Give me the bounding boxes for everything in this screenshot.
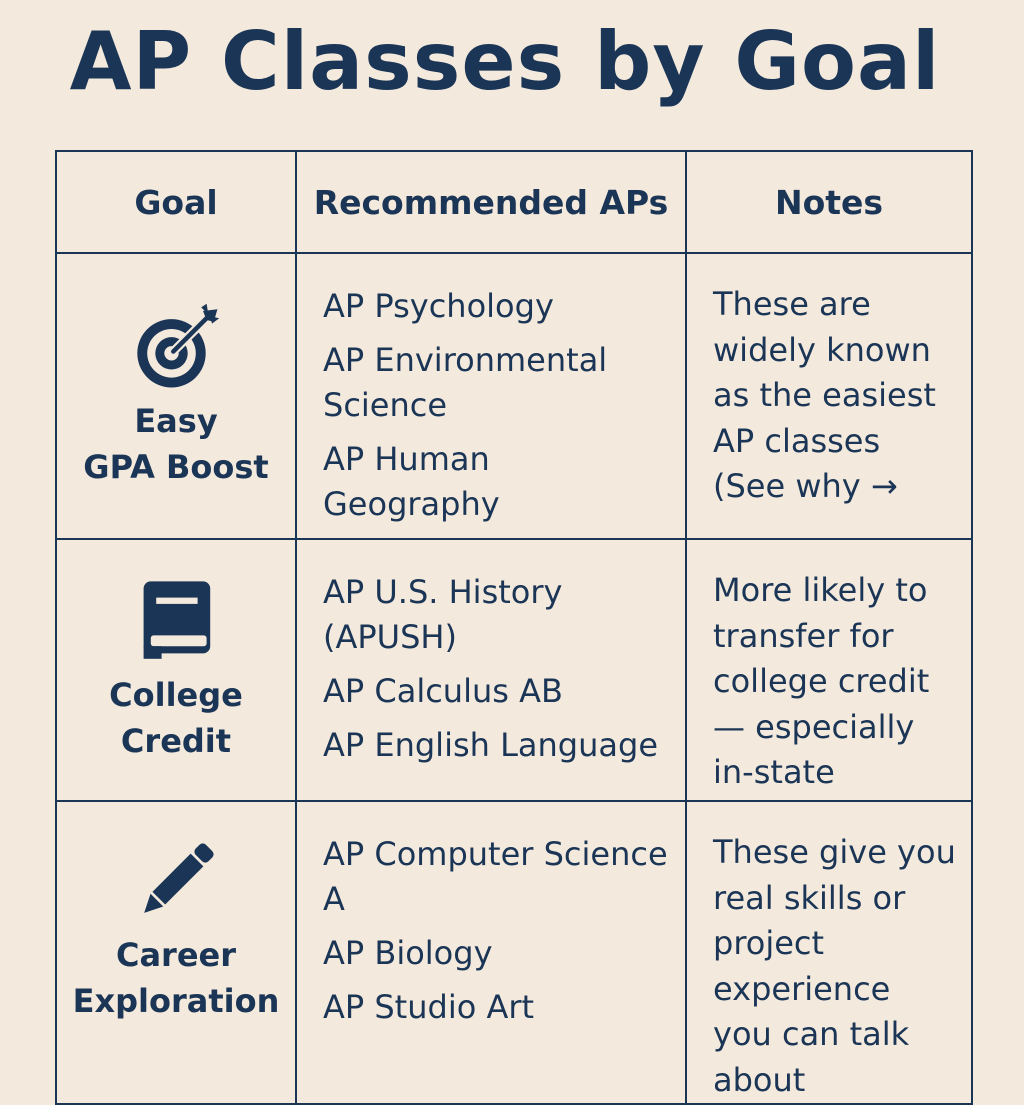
header-recommended-aps: Recommended APs xyxy=(296,151,686,253)
goal-cell xyxy=(56,801,296,1104)
list-item: AP U.S. History (APUSH) xyxy=(323,573,563,656)
recommended-aps-cell xyxy=(296,801,686,1104)
table-row xyxy=(56,253,972,539)
notes-text: These are widely known as the easiest AP classes (See why → xyxy=(713,285,936,505)
ap-list xyxy=(297,802,685,1030)
list-item: AP Environmental Science xyxy=(323,341,608,424)
list-item: AP Psychology xyxy=(323,287,554,325)
pencil-icon xyxy=(131,836,221,926)
notes-text: These give you real skills or project experience you can talk about xyxy=(713,833,956,1099)
goal-label: Easy GPA Boost xyxy=(83,402,269,486)
list-item: AP Biology xyxy=(323,934,493,972)
list-item: AP Calculus AB xyxy=(323,672,563,710)
ap-list xyxy=(297,540,685,768)
list-item: AP English Language xyxy=(323,726,658,764)
goal-label: College Credit xyxy=(109,676,243,760)
goal-label: Career Exploration xyxy=(72,936,280,1020)
recommended-aps-cell xyxy=(296,253,686,539)
ap-list xyxy=(297,254,685,527)
goals-table-container xyxy=(55,150,971,1099)
target-icon xyxy=(131,302,221,392)
list-item: AP Studio Art xyxy=(323,988,535,1026)
table-header-row xyxy=(56,151,972,253)
header-notes: Notes xyxy=(686,151,972,253)
header-goal: Goal xyxy=(56,151,296,253)
notes-text: More likely to transfer for college credit — especially in-state xyxy=(713,571,930,791)
list-item: AP Human Geography xyxy=(323,440,500,523)
notes-cell xyxy=(686,253,972,539)
notes-cell xyxy=(686,801,972,1104)
table-row xyxy=(56,801,972,1104)
list-item: AP Computer Science A xyxy=(323,835,668,918)
notes-cell xyxy=(686,539,972,801)
recommended-aps-cell xyxy=(296,539,686,801)
goals-table xyxy=(55,150,973,1105)
page-title: AP Classes by Goal xyxy=(69,15,941,108)
book-icon xyxy=(131,576,221,666)
table-row xyxy=(56,539,972,801)
goal-cell xyxy=(56,539,296,801)
goal-cell xyxy=(56,253,296,539)
